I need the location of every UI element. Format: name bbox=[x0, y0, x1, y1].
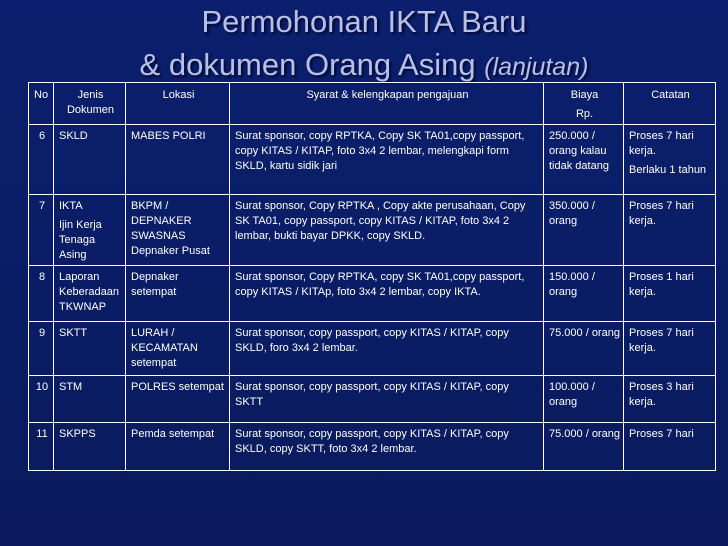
cell-jenis: SKTT bbox=[54, 322, 126, 376]
cell-lokasi: Pemda setempat bbox=[126, 423, 230, 471]
cell-no: 7 bbox=[29, 195, 54, 266]
cell-jenis-main: IKTA bbox=[59, 200, 83, 212]
title-line-2-italic: (lanjutan) bbox=[484, 53, 589, 81]
cell-biaya: 150.000 / orang bbox=[544, 266, 624, 322]
cell-jenis-sub: Ijin Kerja Tenaga Asing bbox=[59, 219, 102, 261]
cell-lokasi: MABES POLRI bbox=[126, 125, 230, 195]
cell-syarat: Surat sponsor, copy passport, copy KITAS / KITAP, copy SKLD, foro 3x4 2 lembar. bbox=[230, 322, 544, 376]
table-row bbox=[29, 423, 716, 471]
cell-jenis: SKPPS bbox=[54, 423, 126, 471]
cell-no: 9 bbox=[29, 322, 54, 376]
header-biaya-label: Biaya bbox=[570, 89, 599, 101]
table-row bbox=[29, 266, 716, 322]
cell-catatan: Proses 3 hari kerja. bbox=[624, 376, 716, 423]
cell-catatan: Proses 7 hari kerja. bbox=[624, 195, 716, 266]
cell-no: 6 bbox=[29, 125, 54, 195]
header-lokasi: Lokasi bbox=[126, 83, 230, 125]
cell-biaya: 100.000 / orang bbox=[544, 376, 624, 423]
cell-lokasi: BKPM / DEPNAKER SWASNAS Depnaker Pusat bbox=[126, 195, 230, 266]
header-jenis: Jenis Dokumen bbox=[54, 83, 126, 125]
cell-biaya: 350.000 / orang bbox=[544, 195, 624, 266]
cell-jenis: Laporan Keberadaan TKWNAP bbox=[54, 266, 126, 322]
cell-no: 10 bbox=[29, 376, 54, 423]
title-line-1: Permohonan IKTA Baru bbox=[201, 4, 527, 39]
cell-jenis: STM bbox=[54, 376, 126, 423]
page-title bbox=[0, 4, 728, 40]
cell-jenis bbox=[54, 195, 126, 266]
cell-no: 8 bbox=[29, 266, 54, 322]
cell-catatan: Proses 1 hari kerja. bbox=[624, 266, 716, 322]
cell-syarat: Surat sponsor, Copy RPTKA , Copy akte perusahaan, Copy SK TA01, copy passport, copy KITAS / KITAP, foto 3x4 2 lembar, bukti bayar DPKK, copy SKLD. bbox=[230, 195, 544, 266]
cell-jenis: SKLD bbox=[54, 125, 126, 195]
requirements-table bbox=[28, 82, 716, 471]
header-biaya-unit: Rp. bbox=[575, 108, 594, 120]
cell-syarat: Surat sponsor, copy RPTKA, Copy SK TA01,copy passport, copy KITAS / KITAP, foto 3x4 2 lembar, melengkapi form SKLD, kartu sidik jari bbox=[230, 125, 544, 195]
cell-lokasi: LURAH / KECAMATAN setempat bbox=[126, 322, 230, 376]
cell-syarat: Surat sponsor, Copy RPTKA, copy SK TA01,copy passport, copy KITAS / KITAp, foto 3x4 2 lembar, copy IKTA. bbox=[230, 266, 544, 322]
cell-catatan bbox=[624, 125, 716, 195]
page-subtitle bbox=[0, 47, 728, 85]
cell-biaya: 75.000 / orang bbox=[544, 423, 624, 471]
cell-catatan-main: Proses 7 hari kerja. bbox=[629, 130, 694, 157]
cell-biaya: 75.000 / orang bbox=[544, 322, 624, 376]
header-catatan: Catatan bbox=[624, 83, 716, 125]
table-header-row bbox=[29, 83, 716, 125]
cell-biaya: 250.000 / orang kalau tidak datang bbox=[544, 125, 624, 195]
header-no: No bbox=[29, 83, 54, 125]
table-row bbox=[29, 125, 716, 195]
cell-lokasi: POLRES setempat bbox=[126, 376, 230, 423]
table-row bbox=[29, 195, 716, 266]
cell-lokasi: Depnaker setempat bbox=[126, 266, 230, 322]
cell-catatan: Proses 7 hari kerja. bbox=[624, 322, 716, 376]
table-row bbox=[29, 322, 716, 376]
cell-no: 11 bbox=[29, 423, 54, 471]
cell-syarat: Surat sponsor, copy passport, copy KITAS / KITAP, copy SKTT bbox=[230, 376, 544, 423]
table-row bbox=[29, 376, 716, 423]
header-syarat: Syarat & kelengkapan pengajuan bbox=[230, 83, 544, 125]
title-line-2: & dokumen Orang Asing bbox=[139, 47, 476, 82]
cell-catatan: Proses 7 hari bbox=[624, 423, 716, 471]
cell-catatan-sub: Berlaku 1 tahun bbox=[629, 164, 707, 176]
header-biaya bbox=[544, 83, 624, 125]
cell-syarat: Surat sponsor, copy passport, copy KITAS / KITAP, copy SKLD, copy SKTT, foto 3x4 2 lembar. bbox=[230, 423, 544, 471]
